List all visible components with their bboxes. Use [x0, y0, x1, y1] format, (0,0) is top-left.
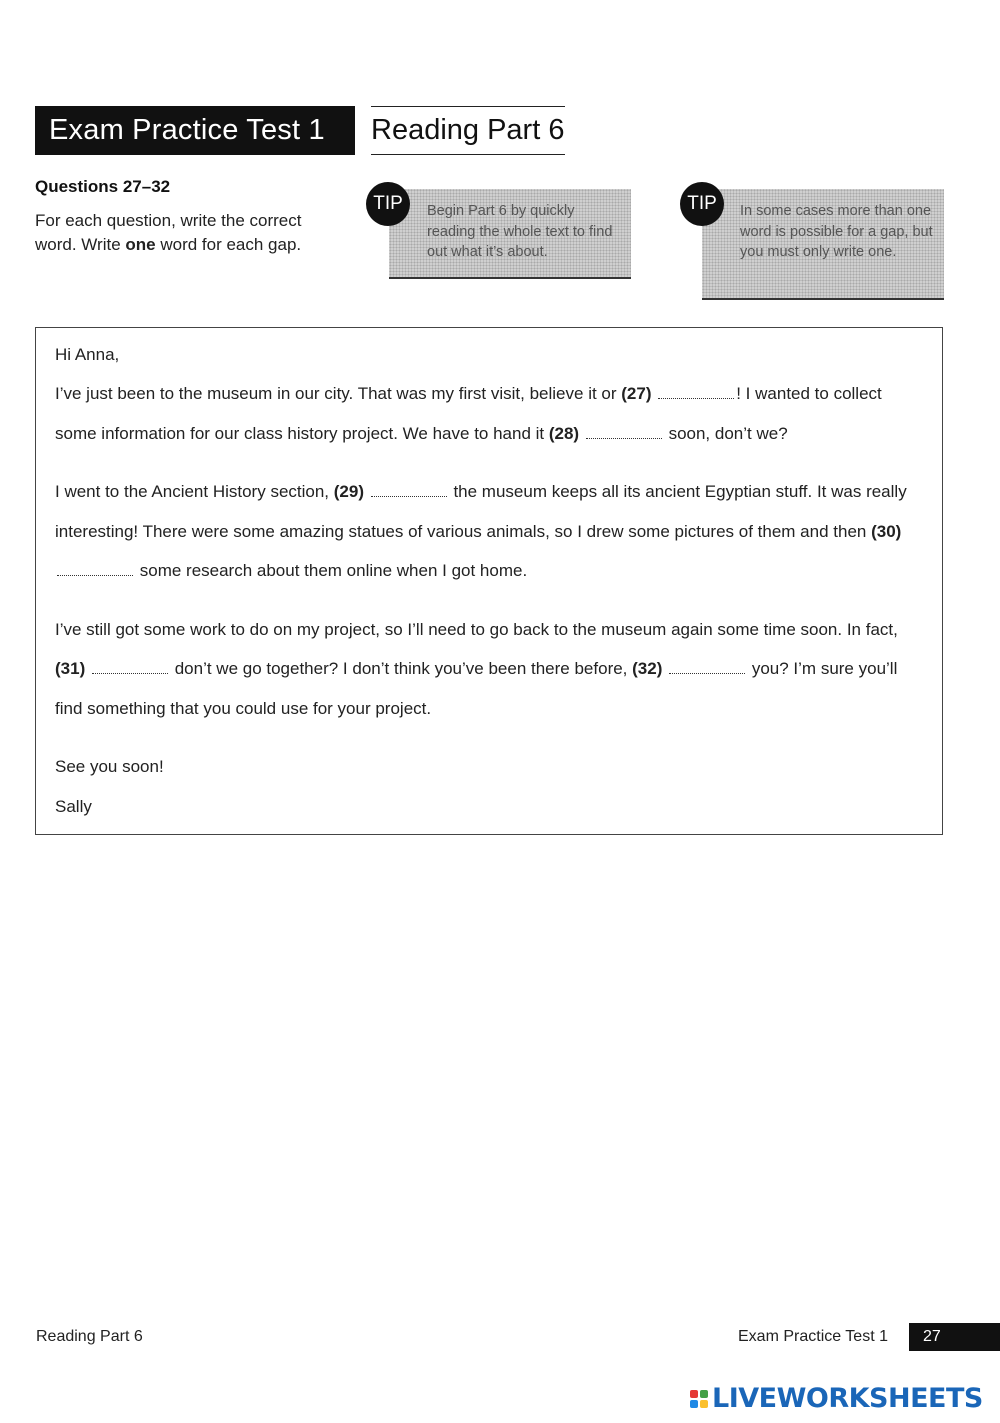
- tip-box-2: In some cases more than one word is possible for a gap, but you must only write one.: [702, 189, 944, 300]
- tip-badge-2: TIP: [680, 182, 724, 226]
- instructions: [35, 209, 335, 257]
- gap-32[interactable]: [669, 661, 745, 674]
- p1-text-a: I’ve just been to the museum in our city. That was my first visit, believe it or: [55, 384, 622, 403]
- letter-paragraph-2: [55, 472, 924, 591]
- gap-31[interactable]: [92, 661, 168, 674]
- p3-text-b: don’t we go together? I don’t think you’ve been there before,: [174, 659, 633, 678]
- instructions-bold-word: one: [125, 235, 156, 254]
- logo-square-2: [700, 1390, 708, 1398]
- letter-box: [35, 327, 943, 835]
- gap-27[interactable]: [658, 386, 734, 399]
- logo-square-3: [690, 1400, 698, 1408]
- question-number-29: (29): [333, 482, 364, 501]
- question-number-31: (31): [55, 659, 86, 678]
- logo-square-4: [700, 1400, 708, 1408]
- gap-29[interactable]: [371, 484, 447, 497]
- letter-signature: Sally: [55, 796, 92, 816]
- letter-greeting: Hi Anna,: [55, 345, 120, 364]
- test-title: Exam Practice Test 1: [35, 106, 355, 155]
- gap-28[interactable]: [586, 426, 662, 439]
- footer-section-label: Reading Part 6: [36, 1328, 143, 1345]
- p2-text-a: I went to the Ancient History section,: [55, 482, 334, 501]
- questions-range: Questions 27–32: [35, 177, 171, 196]
- question-number-32: (32): [632, 659, 663, 678]
- p3-text-c: you? I’m sure you’ll find something that you could use for your project.: [55, 659, 898, 718]
- p1-text-c: soon, don’t we?: [668, 423, 788, 443]
- gap-30[interactable]: [57, 563, 133, 576]
- footer-test-label: Exam Practice Test 1: [738, 1328, 888, 1345]
- logo-square-1: [690, 1390, 698, 1398]
- question-number-30: (30): [871, 521, 902, 541]
- letter-paragraph-1: [55, 374, 924, 453]
- logo-squares-icon: [690, 1390, 708, 1408]
- p1-text-b: ! I wanted to collect some information for our class history project. We have to hand it: [55, 384, 882, 443]
- tip-badge-1: TIP: [366, 182, 410, 226]
- tip-box-1: Begin Part 6 by quickly reading the whole text to find out what it’s about.: [389, 189, 631, 279]
- letter-paragraph-3: [55, 610, 924, 729]
- instructions-text-a: For each question, write the correct word. Write: [35, 211, 302, 254]
- logo-text: LIVEWORKSHEETS: [712, 1383, 983, 1414]
- page-number: 27: [909, 1323, 1000, 1351]
- letter-closing: See you soon!: [55, 757, 164, 776]
- part-title: Reading Part 6: [371, 106, 565, 155]
- p2-text-b: the museum keeps all its ancient Egyptian stuff. It was really interesting! There were some amazing statues of various animals, so I drew some pictures of them and then: [55, 482, 907, 541]
- question-number-28: (28): [548, 423, 580, 443]
- p2-text-c: some research about them online when I got home.: [139, 561, 528, 580]
- p3-text-a: I’ve still got some work to do on my project, so I’ll need to go back to the museum again some time soon. In fact,: [55, 619, 898, 639]
- question-number-27: (27): [621, 384, 652, 403]
- liveworksheets-logo[interactable]: [690, 1383, 983, 1414]
- instructions-text-b: word for each gap.: [155, 235, 302, 254]
